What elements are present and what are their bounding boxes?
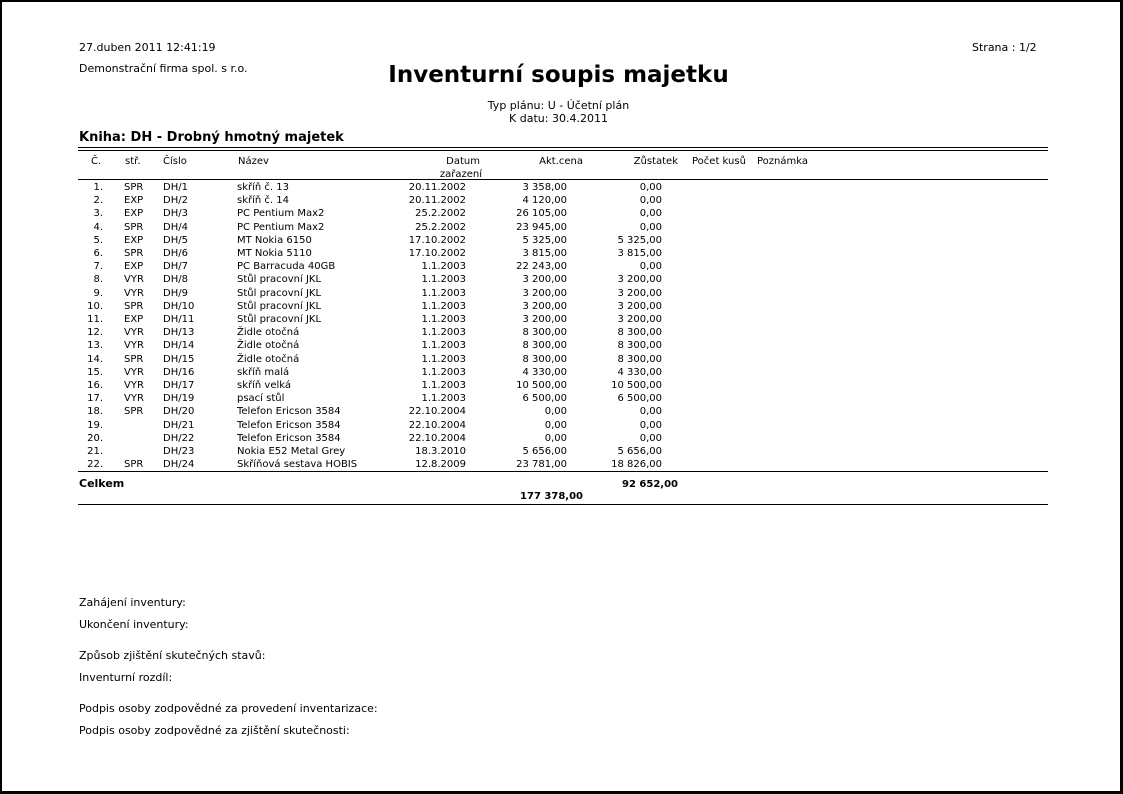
row-stredisko: VYR [124, 287, 144, 299]
row-cislo: DH/1 [163, 182, 188, 193]
table-row [78, 194, 662, 207]
row-number: 19. [87, 419, 103, 431]
page-number: Strana : 1/2 [972, 41, 1037, 54]
row-number: 13. [87, 340, 103, 352]
row-nazev: MT Nokia 6150 [237, 234, 312, 246]
row-cislo: DH/13 [163, 327, 195, 339]
row-number: 14. [87, 353, 103, 365]
row-number: 12. [87, 327, 103, 339]
row-nazev: Stůl pracovní JKL [237, 300, 322, 312]
row-datum: 1.1.2003 [421, 380, 466, 392]
row-number: 9. [93, 287, 103, 299]
book-heading: Kniha: DH - Drobný hmotný majetek [79, 130, 344, 145]
row-aktcena: 4 120,00 [522, 195, 567, 207]
row-stredisko: EXP [124, 234, 144, 246]
row-datum: 18.3.2010 [415, 446, 466, 458]
row-number: 1. [93, 182, 103, 193]
row-number: 22. [87, 459, 103, 471]
row-number: 21. [87, 446, 103, 458]
row-aktcena: 6 500,00 [522, 393, 567, 405]
row-nazev: PC Pentium Max2 [237, 208, 325, 220]
row-datum: 1.1.2003 [421, 287, 466, 299]
col-header-pocet: Počet kusů [692, 156, 746, 167]
col-header-nazev: Název [238, 156, 269, 167]
row-zustatek: 0,00 [639, 432, 662, 444]
row-nazev: Stůl pracovní JKL [237, 314, 322, 326]
row-nazev: psací stůl [237, 393, 285, 405]
col-header-zarazeni: zařazení [439, 169, 482, 180]
row-zustatek: 0,00 [639, 261, 662, 273]
row-datum: 1.1.2003 [421, 353, 466, 365]
row-zustatek: 0,00 [639, 195, 662, 207]
row-datum: 22.10.2004 [408, 419, 466, 431]
row-cislo: DH/22 [163, 432, 195, 444]
row-cislo: DH/19 [163, 393, 195, 405]
row-cislo: DH/5 [163, 234, 188, 246]
report-date: K datu: 30.4.2011 [509, 112, 608, 125]
col-header-datum: Datum [446, 156, 480, 167]
row-number: 7. [93, 261, 103, 273]
row-zustatek: 4 330,00 [617, 366, 662, 378]
row-datum: 12.8.2009 [415, 459, 466, 471]
row-zustatek: 3 815,00 [617, 248, 662, 260]
row-aktcena: 3 200,00 [522, 274, 567, 286]
row-cislo: DH/17 [163, 380, 195, 392]
row-cislo: DH/9 [163, 287, 188, 299]
row-datum: 20.11.2002 [408, 195, 466, 207]
row-zustatek: 6 500,00 [617, 393, 662, 405]
row-aktcena: 10 500,00 [516, 380, 567, 392]
col-header-aktcena: Akt.cena [539, 156, 583, 167]
row-stredisko: SPR [124, 353, 144, 365]
row-number: 11. [87, 314, 103, 326]
table-row [78, 379, 662, 392]
row-zustatek: 8 300,00 [617, 340, 662, 352]
row-stredisko: SPR [124, 406, 144, 418]
row-datum: 25.2.2002 [415, 208, 466, 220]
row-zustatek: 18 826,00 [611, 459, 662, 471]
row-datum: 20.11.2002 [408, 182, 466, 193]
col-header-str: stř. [125, 156, 141, 167]
row-number: 20. [87, 432, 103, 444]
row-zustatek: 5 325,00 [617, 234, 662, 246]
row-number: 18. [87, 406, 103, 418]
table-row [78, 287, 662, 300]
row-datum: 1.1.2003 [421, 314, 466, 326]
row-nazev: Skříňová sestava HOBIS [237, 459, 358, 471]
row-stredisko: EXP [124, 208, 144, 220]
table-row [78, 353, 662, 366]
row-aktcena: 3 815,00 [522, 248, 567, 260]
report-datetime: 27.duben 2011 12:41:19 [79, 41, 216, 54]
table-row [78, 247, 662, 260]
row-cislo: DH/2 [163, 195, 188, 207]
row-aktcena: 5 656,00 [522, 446, 567, 458]
row-aktcena: 22 243,00 [516, 261, 567, 273]
row-stredisko [103, 432, 163, 445]
row-zustatek: 10 500,00 [611, 380, 662, 392]
row-stredisko: SPR [124, 300, 144, 312]
row-datum: 17.10.2002 [408, 248, 466, 260]
row-nazev: Židle otočná [237, 353, 300, 365]
row-stredisko: VYR [124, 393, 144, 405]
inventory-diff-label: Inventurní rozdíl: [79, 671, 173, 684]
row-number: 17. [87, 393, 103, 405]
row-zustatek: 3 200,00 [617, 300, 662, 312]
row-aktcena: 3 200,00 [522, 314, 567, 326]
row-zustatek: 3 200,00 [617, 287, 662, 299]
header-rule-bottom [78, 179, 1048, 180]
row-zustatek: 3 200,00 [617, 314, 662, 326]
row-stredisko [103, 445, 163, 458]
row-zustatek: 0,00 [639, 221, 662, 233]
row-number: 15. [87, 366, 103, 378]
row-stredisko: EXP [124, 195, 144, 207]
signature-findings-label: Podpis osoby zodpovědné za zjištění skutečnosti: [79, 724, 350, 737]
row-cislo: DH/24 [163, 459, 195, 471]
inventory-end-label: Ukončení inventury: [79, 618, 189, 631]
row-cislo: DH/6 [163, 248, 188, 260]
row-cislo: DH/10 [163, 300, 195, 312]
row-datum: 1.1.2003 [421, 327, 466, 339]
row-number: 2. [93, 195, 103, 207]
row-cislo: DH/4 [163, 221, 188, 233]
row-number: 8. [93, 274, 103, 286]
row-datum: 1.1.2003 [421, 366, 466, 378]
table-row [78, 207, 662, 220]
table-row [78, 419, 662, 432]
row-aktcena: 0,00 [544, 432, 567, 444]
row-stredisko: EXP [124, 314, 144, 326]
totals-rule-bottom [78, 504, 1048, 505]
row-aktcena: 3 200,00 [522, 300, 567, 312]
row-cislo: DH/7 [163, 261, 188, 273]
row-zustatek: 0,00 [639, 406, 662, 418]
plan-type: Typ plánu: U - Účetní plán [487, 99, 630, 112]
method-label: Způsob zjištění skutečných stavů: [79, 649, 266, 662]
asset-table-body [78, 181, 662, 471]
row-datum: 22.10.2004 [408, 432, 466, 444]
header-rule-top [78, 147, 1048, 148]
totals-label: Celkem [79, 477, 125, 490]
row-nazev: skříň č. 13 [237, 182, 289, 193]
row-zustatek: 0,00 [639, 208, 662, 220]
row-stredisko: VYR [124, 274, 144, 286]
row-stredisko: SPR [124, 248, 144, 260]
row-cislo: DH/23 [163, 446, 195, 458]
row-aktcena: 4 330,00 [522, 366, 567, 378]
row-nazev: Stůl pracovní JKL [237, 274, 322, 286]
row-datum: 1.1.2003 [421, 393, 466, 405]
row-datum: 1.1.2003 [421, 300, 466, 312]
row-cislo: DH/16 [163, 366, 195, 378]
row-nazev: Telefon Ericson 3584 [237, 419, 341, 431]
row-aktcena: 26 105,00 [516, 208, 567, 220]
row-number: 6. [93, 248, 103, 260]
col-header-no: Č. [91, 156, 102, 167]
col-header-zustatek: Zůstatek [633, 156, 678, 167]
col-header-cislo: Číslo [163, 156, 187, 167]
table-row [78, 234, 662, 247]
row-zustatek: 8 300,00 [617, 327, 662, 339]
row-cislo: DH/15 [163, 353, 195, 365]
row-cislo: DH/21 [163, 419, 195, 431]
row-aktcena: 8 300,00 [522, 353, 567, 365]
table-row [78, 405, 662, 418]
row-number: 4. [93, 221, 103, 233]
inventory-start-label: Zahájení inventury: [79, 596, 186, 609]
row-aktcena: 3 200,00 [522, 287, 567, 299]
asset-table [78, 181, 662, 471]
row-stredisko: VYR [124, 327, 144, 339]
row-aktcena: 8 300,00 [522, 340, 567, 352]
table-row [78, 260, 662, 273]
company-name: Demonstrační firma spol. s r.o. [79, 62, 248, 75]
row-nazev: skříň velká [237, 380, 291, 392]
row-nazev: PC Barracuda 40GB [237, 261, 336, 273]
row-aktcena: 23 945,00 [516, 221, 567, 233]
row-aktcena: 8 300,00 [522, 327, 567, 339]
row-cislo: DH/20 [163, 406, 195, 418]
row-datum: 17.10.2002 [408, 234, 466, 246]
row-nazev: Židle otočná [237, 340, 300, 352]
totals-rule [78, 471, 1048, 472]
row-zustatek: 0,00 [639, 182, 662, 193]
row-cislo: DH/8 [163, 274, 188, 286]
row-number: 5. [93, 234, 103, 246]
table-row [78, 326, 662, 339]
col-header-poznamka: Poznámka [757, 156, 808, 167]
table-row [78, 273, 662, 286]
row-stredisko: SPR [124, 459, 144, 471]
row-nazev: Nokia E52 Metal Grey [237, 446, 346, 458]
row-nazev: Telefon Ericson 3584 [237, 406, 341, 418]
table-row [78, 313, 662, 326]
table-row [78, 392, 662, 405]
row-number: 16. [87, 380, 103, 392]
row-aktcena: 0,00 [544, 419, 567, 431]
row-zustatek: 0,00 [639, 419, 662, 431]
totals-aktcena: 177 378,00 [520, 491, 583, 502]
row-datum: 1.1.2003 [421, 261, 466, 273]
row-aktcena: 5 325,00 [522, 234, 567, 246]
row-number: 10. [87, 300, 103, 312]
row-stredisko [103, 419, 163, 432]
table-row [78, 221, 662, 234]
row-zustatek: 3 200,00 [617, 274, 662, 286]
table-row [78, 458, 662, 471]
row-cislo: DH/3 [163, 208, 188, 220]
row-datum: 25.2.2002 [415, 221, 466, 233]
signature-execution-label: Podpis osoby zodpovědné za provedení inventarizace: [79, 702, 378, 715]
table-row [78, 432, 662, 445]
row-nazev: PC Pentium Max2 [237, 221, 325, 233]
row-datum: 1.1.2003 [421, 274, 466, 286]
row-cislo: DH/14 [163, 340, 195, 352]
row-aktcena: 3 358,00 [522, 182, 567, 193]
row-cislo: DH/11 [163, 314, 195, 326]
row-zustatek: 8 300,00 [617, 353, 662, 365]
row-nazev: skříň malá [237, 366, 290, 378]
row-datum: 1.1.2003 [421, 340, 466, 352]
row-nazev: Židle otočná [237, 327, 300, 339]
row-stredisko: SPR [124, 221, 144, 233]
table-row [78, 339, 662, 352]
row-nazev: Stůl pracovní JKL [237, 287, 322, 299]
table-row [78, 300, 662, 313]
row-number: 3. [93, 208, 103, 220]
row-stredisko: VYR [124, 380, 144, 392]
table-row [78, 366, 662, 379]
row-stredisko: VYR [124, 340, 144, 352]
row-nazev: MT Nokia 5110 [237, 248, 312, 260]
row-stredisko: EXP [124, 261, 144, 273]
row-stredisko: VYR [124, 366, 144, 378]
row-nazev: skříň č. 14 [237, 195, 289, 207]
row-zustatek: 5 656,00 [617, 446, 662, 458]
row-stredisko: SPR [124, 182, 144, 193]
row-nazev: Telefon Ericson 3584 [237, 432, 341, 444]
report-title: Inventurní soupis majetku [388, 62, 729, 88]
table-row [78, 181, 662, 194]
row-aktcena: 23 781,00 [516, 459, 567, 471]
header-rule-top-2 [78, 150, 1048, 151]
table-row [78, 445, 662, 458]
row-aktcena: 0,00 [544, 406, 567, 418]
row-datum: 22.10.2004 [408, 406, 466, 418]
totals-zustatek: 92 652,00 [622, 479, 678, 490]
